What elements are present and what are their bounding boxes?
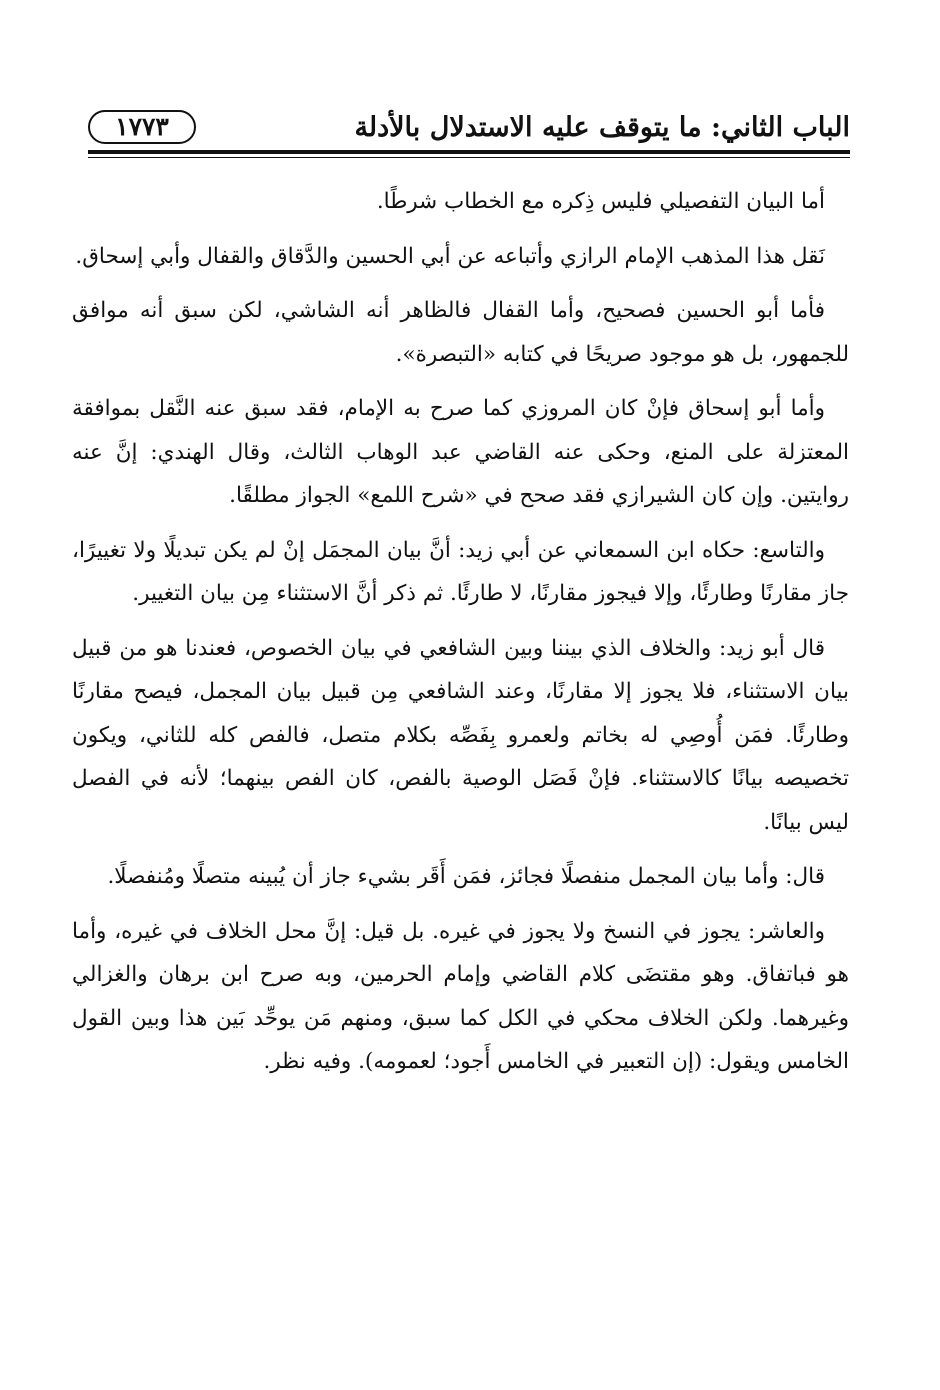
page-header [88, 108, 850, 148]
paragraph: نَقل هذا المذهب الإمام الرازي وأتباعه عن أبي الحسين والدَّقاق والقفال وأبي إسحاق. [75, 243, 825, 269]
paragraph: والعاشر: يجوز في النسخ ولا يجوز في غيره. بل قيل: إنَّ محل الخلاف في غيره، وأما هو فباتفاق. وهو مقتضَى كلام القاضي وإمام الحرمين، وبه صرح ابن برهان والغزالي وغيرهما. ولكن الخلاف محكي في الكل كما سبق، ومنهم مَن يوحِّد بَين هذا وبين القول الخامس ويقول: (إن التعبير في الخامس أَجود؛ لعمومه). وفيه نظر. [72, 918, 849, 1074]
body-text [72, 180, 849, 1095]
paragraph: فأما أبو الحسين فصحيح، وأما القفال فالظاهر أنه الشاشي، لكن سبق أنه موافق للجمهور، بل هو موجود صريحًا في كتابه «التبصرة». [72, 298, 849, 367]
chapter-title: الباب الثاني: ما يتوقف عليه الاستدلال بالأدلة [354, 112, 850, 143]
paragraph: أما البيان التفصيلي فليس ذِكره مع الخطاب شرطًا. [376, 189, 825, 214]
paragraph: والتاسع: حكاه ابن السمعاني عن أبي زيد: أنَّ بيان المجمَل إنْ لم يكن تبديلًا ولا تغييرًا، جاز مقارنًا وطارئًا، وإلا فيجوز مقارنًا، لا طارئًا. ثم ذكر أنَّ الاستثناء مِن بيان التغيير. [72, 537, 849, 606]
paragraph: وأما أبو إسحاق فإنْ كان المروزي كما صرح به الإمام، فقد سبق عنه النَّقل بموافقة المعتزلة على المنع، وحكى عنه القاضي عبد الوهاب الثالث، وقال الهندي: إنَّ عنه روايتين. وإن كان الشيرازي فقد صحح في «شرح اللمع» الجواز مطلقًا. [72, 396, 849, 508]
paragraph: قال: وأما بيان المجمل منفصلًا فجائز، فمَن أَقَر بشيء جاز أن يُبينه متصلًا ومُنفصلًا. [107, 864, 825, 889]
page-number-badge: ١٧٧٣ [88, 110, 196, 144]
header-rule-thin [88, 157, 850, 158]
paragraph: قال أبو زيد: والخلاف الذي بيننا وبين الشافعي في بيان الخصوص، فعندنا هو من قبيل بيان الاستثناء، فلا يجوز إلا مقارنًا، وعند الشافعي مِن قبيل بيان المجمل، فيصح مقارنًا وطارئًا. فمَن أُوصِي له بخاتم ولعمرو بِفَصِّه بكلام متصل، فالفص كله للثاني، ويكون تخصيصه بيانًا كالاستثناء. فإنْ فَصَل الوصية بالفص، كان الفص بينهما؛ لأنه في الفصل ليس بيانًا. [72, 635, 849, 835]
header-rule-thick [88, 150, 850, 154]
